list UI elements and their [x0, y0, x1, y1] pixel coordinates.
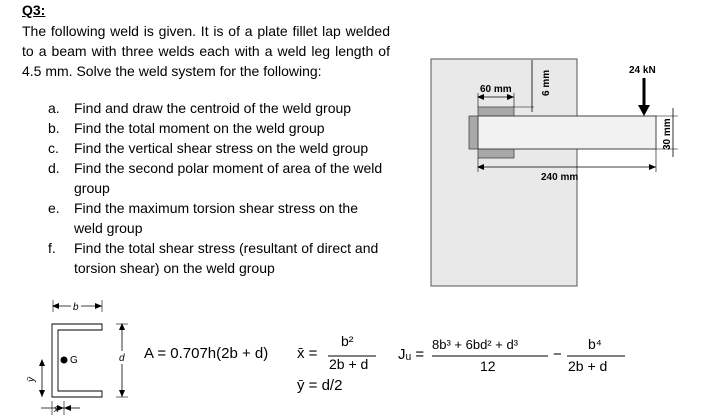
ybar-formula: ȳ = d/2 — [297, 377, 343, 394]
area-formula: A = 0.707h(2b + d) — [144, 345, 269, 362]
item-label: d. — [48, 160, 60, 176]
ybar-label: ȳ — [26, 377, 37, 382]
xbar-denominator: 2b + d — [329, 356, 369, 372]
weld-bottom — [478, 149, 514, 158]
minus-sign: − — [553, 346, 562, 363]
item-label: f. — [48, 240, 56, 256]
item-label: a. — [48, 100, 60, 116]
centroid-label: G — [70, 355, 78, 366]
item-text: Find the vertical shear stress on the weld group — [74, 140, 369, 156]
dim-6-label: 6 mm — [541, 69, 552, 96]
ju-denominator-1: 12 — [480, 358, 496, 374]
beam — [478, 116, 656, 149]
load-label: 24 kN — [629, 65, 656, 76]
b-label: b — [73, 302, 79, 313]
item-text: Find the maximum torsion shear stress on the weld group — [74, 200, 359, 236]
xbar-numerator: b² — [341, 333, 354, 349]
xbar-formula-lhs: x̄ = — [297, 345, 318, 362]
item-label: c. — [48, 140, 59, 156]
ju-numerator-1: 8b³ + 6bd² + d³ — [432, 337, 518, 352]
dim-60-label: 60 mm — [480, 84, 512, 95]
question-intro: The following weld is given. It is of a plate fillet lap welded to a beam with three welds each with a weld leg length of 4.5 mm. Solve the weld system for the following: — [22, 23, 390, 79]
load-arrowhead — [638, 105, 650, 116]
item-text: Find and draw the centroid of the weld group — [74, 100, 352, 116]
xbar-label: x̄ — [54, 404, 59, 414]
dim-240-label: 240 mm — [541, 172, 579, 183]
centroid-dot — [61, 357, 68, 364]
item-text: Find the total moment on the weld group — [74, 120, 325, 136]
ju-formula-lhs: Jᵤ = — [398, 346, 425, 363]
ju-denominator-2: 2b + d — [568, 358, 608, 374]
item-label: e. — [48, 200, 60, 216]
weld-vertical — [469, 116, 478, 149]
item-text: Find the second polar moment of area of the weld group — [74, 160, 383, 196]
weld-top — [478, 107, 514, 116]
dim-30-label: 30 mm — [662, 118, 673, 150]
question-title: Q3: — [22, 2, 46, 18]
ju-numerator-2: b⁴ — [588, 336, 602, 352]
item-label: b. — [48, 120, 60, 136]
d-label: d — [119, 353, 125, 364]
item-text: Find the total shear stress (resultant of direct and torsion shear) on the weld group — [74, 240, 379, 276]
